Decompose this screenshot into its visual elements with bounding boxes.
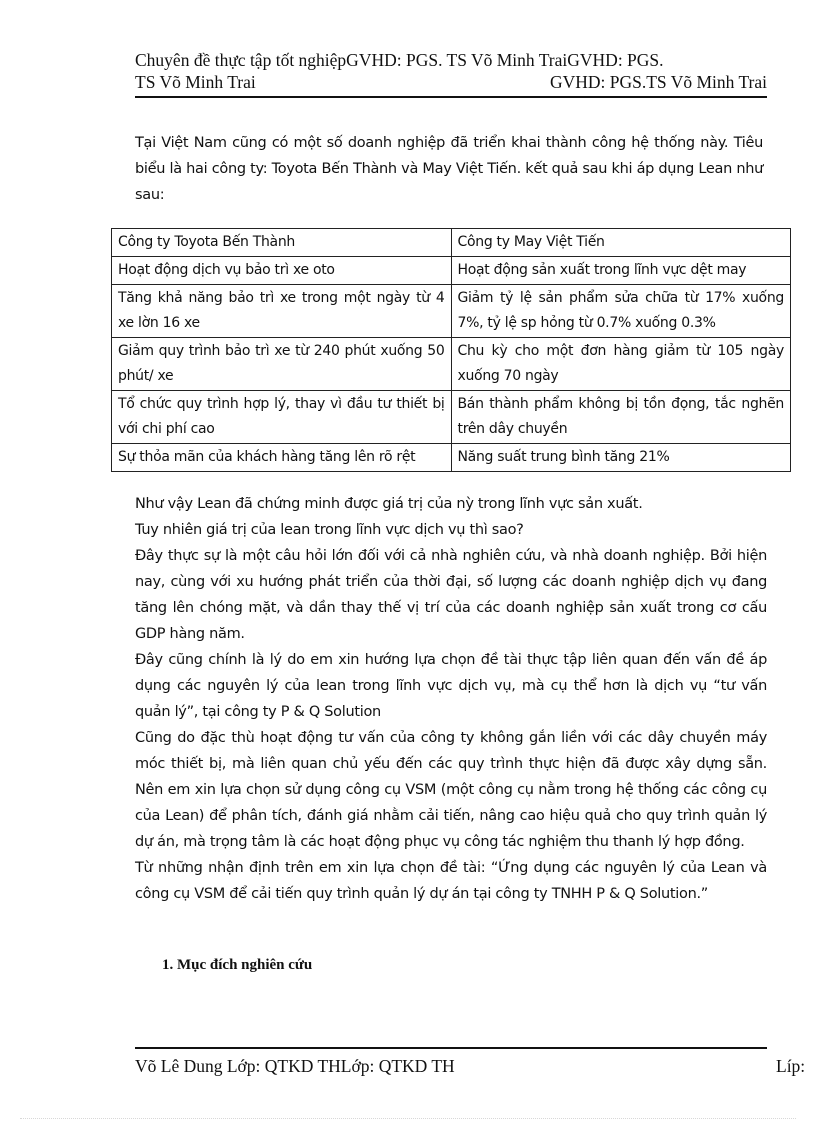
table-header-row [112, 229, 791, 257]
table-cell: Sự thỏa mãn của khách hàng tăng lên rõ rệt [112, 444, 452, 472]
table-cell: Tổ chức quy trình hợp lý, thay vì đầu tư thiết bị với chi phí cao [112, 391, 452, 444]
table-row [112, 338, 791, 391]
header-line-1: Chuyên đề thực tập tốt nghiệpGVHD: PGS. TS Võ Minh TraiGVHD: PGS. [135, 50, 664, 70]
paragraph: Từ những nhận định trên em xin lựa chọn đề tài: “Ứng dụng các nguyên lý của Lean và công cụ VSM để cải tiến quy trình quản lý dự án tại công ty TNHH P & Q Solution.” [135, 860, 767, 902]
body-text [135, 491, 767, 907]
footer-divider [135, 1047, 767, 1049]
table-cell: Giảm tỷ lệ sản phẩm sửa chữa từ 17% xuống 7%, tỷ lệ sp hỏng từ 0.7% xuống 0.3% [451, 285, 791, 338]
comparison-table [111, 228, 791, 472]
page-header [135, 48, 767, 98]
paragraph: Như vậy Lean đã chứng minh được giá trị của nỳ trong lĩnh vực sản xuất. [135, 496, 643, 512]
table-cell: Năng suất trung bình tăng 21% [451, 444, 791, 472]
table-row [112, 257, 791, 285]
paragraph: Đây cũng chính là lý do em xin hướng lựa chọn đề tài thực tập liên quan đến vấn đề áp dụng các nguyên lý của lean trong lĩnh vực dịch vụ, mà cụ thể hơn là dịch vụ “tư vấn quản lý”, tại công ty P & Q Solution [135, 652, 767, 720]
table-row [112, 285, 791, 338]
paragraph: Tuy nhiên giá trị của lean trong lĩnh vực dịch vụ thì sao? [135, 522, 524, 538]
table-row [112, 391, 791, 444]
header-line-2-left: TS Võ Minh Trai [135, 72, 256, 92]
footer-right-text: Líp: [776, 1056, 806, 1076]
table-cell: Giảm quy trình bảo trì xe từ 240 phút xuống 50 phút/ xe [112, 338, 452, 391]
footer-left-text: Võ Lê Dung Lớp: QTKD THLớp: QTKD TH [135, 1056, 455, 1076]
paragraph: Đây thực sự là một câu hỏi lớn đối với cả nhà nghiên cứu, và nhà doanh nghiệp. Bởi hiện nay, cùng với xu hướng phát triển của thời đại, số lượng các doanh nghiệp dịch vụ đang tăng lên chóng mặt, và dần thay thế vị trí của các doanh nghiệp sản xuất trong cơ cấu GDP hàng năm. [135, 548, 767, 642]
table-row [112, 444, 791, 472]
intro-paragraph [135, 130, 763, 208]
table-cell: Công ty May Việt Tiến [451, 229, 791, 257]
intro-text: Tại Việt Nam cũng có một số doanh nghiệp đã triển khai thành công hệ thống này. Tiêu biểu là hai công ty: Toyota Bến Thành và May Việt Tiến. kết quả sau khi áp dụng Lean như sau: [135, 135, 763, 203]
table-cell: Bán thành phẩm không bị tồn đọng, tắc nghẽn trên dây chuyền [451, 391, 791, 444]
header-line-2-right: GVHD: PGS.TS Võ Minh Trai [549, 72, 767, 92]
page-bottom-edge [20, 1118, 796, 1119]
paragraph: Cũng do đặc thù hoạt động tư vấn của công ty không gắn liền với các dây chuyền máy móc thiết bị, mà liên quan chủ yếu đến các quy trình thực hiện đã được xây dựng sẵn. Nên em xin lựa chọn sử dụng công cụ VSM (một công cụ nằm trong hệ thống các công cụ của Lean) để phân tích, đánh giá nhằm cải tiến, nâng cao hiệu quả cho quy trình quản lý dự án, mà trọng tâm là các hoạt động phục vụ công tác nghiệm thu thanh lý hợp đồng. [135, 730, 767, 850]
table-cell: Tăng khả năng bảo trì xe trong một ngày từ 4 xe lờn 16 xe [112, 285, 452, 338]
table-cell: Chu kỳ cho một đơn hàng giảm từ 105 ngày xuống 70 ngày [451, 338, 791, 391]
table-cell: Hoạt động dịch vụ bảo trì xe oto [112, 257, 452, 285]
table-cell: Công ty Toyota Bến Thành [112, 229, 452, 257]
table-cell: Hoạt động sản xuất trong lĩnh vực dệt may [451, 257, 791, 285]
section-heading: 1. Mục đích nghiên cứu [162, 957, 313, 973]
